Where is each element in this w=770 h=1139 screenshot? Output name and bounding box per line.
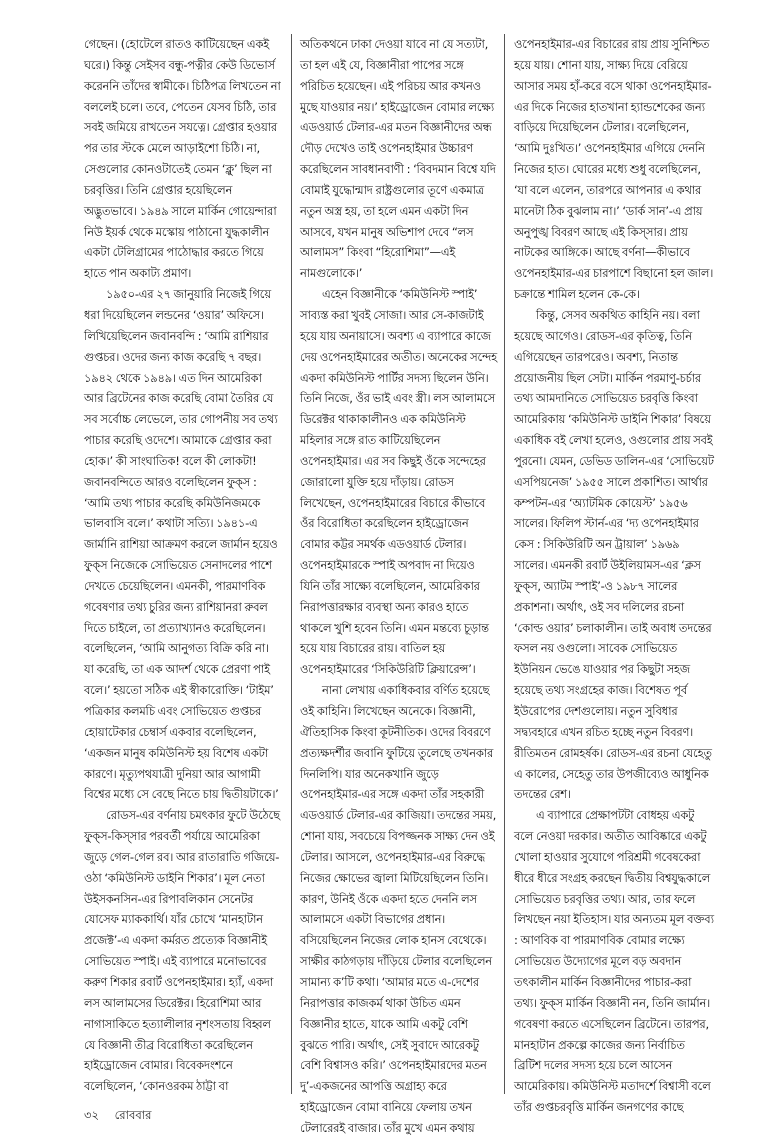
paragraph: ১৯৫০-এর ২৭ জানুয়ারি নিজেই গিয়ে ধরা দিয়েছিলেন লন্ডনের ‘ওয়ার’ অফিসে। লিখিয়েছিলেন জবানবন্দি : ‘আমি রাশিয়ার গুপ্তচর। ওদের জন্য কাজ করেছি ৭ বছর। ১৯৪২ থেকে ১৯৪৯। এত দিন আমেরিকা আর ব্রিটেনের কাজ করেছি বোমা তৈরির যে সব সর্বোচ্চ লেভেলে, তার গোপনীয় সব তথ্য পাচার করেছি ওদেশে। আমাকে গ্রেপ্তার করা হোক।’ কী সাংঘাতিক! বলে কী লোকটা! জবানবন্দিতে আরও বলেছিলেন ফুক্‌স : ‘আমি তথ্য পাচার করেছি কমিউনিজমকে ভালবাসি বলে।’ কথাটা সত্যি। ১৯৪১-এ জার্মানি রাশিয়া আক্রমণ করলে জার্মান হয়েও ফুক্‌স নিজেকে সোভিয়েত সেনাদলের পাশে দেখতে চেয়েছিলেন। এমনকী, পারমাণবিক গবেষণার তথ্য চুরির জন্য রাশিয়ানরা রুবল দিতে চাইলে, তা প্রত্যাখ্যানও করেছিলেন। বলেছিলেন, ‘আমি আনুগত্য বিক্রি করি না। যা করেছি, তা এক আদর্শ থেকে প্রেরণা পাই বলে।’ হয়তো সঠিক এই স্বীকারোক্তি। ‘টাইম’ পত্রিকার কলমচি এবং সোভিয়েত গুপ্তচর হোয়াটেকার চেম্বার্স একবার বলেছিলেন, ‘একজন মানুষ কমিউনিস্ট হয় বিশেষ একটা কারণে। মৃত্যুপথযাত্রী দুনিয়া আর আগামী বিশ্বের মধ্যে সে বেছে নিতে চায় দ্বিতীয়টাকে।’ [84,287,279,802]
section-name: রোববার [114,1108,152,1122]
column-divider [504,34,505,1094]
paragraph: এহেন বিজ্ঞানীকে ‘কমিউনিস্ট স্পাই’ সাব্যস্ত করা খুবই সোজা। আর সে-কাজটাই হয়ে যায় অনায়াসে। অবশ্য এ ব্যাপারে কাজে দেয় ওপেনহাইমারের অতীত। অনেকের সন্দেহ একদা কমিউনিস্ট পার্টির সদস্য ছিলেন উনি। তিনি নিজে, ওঁর ভাই এবং স্ত্রী। লস আলামসে ডিরেক্টর থাকাকালীনও এক কমিউনিস্ট মহিলার সঙ্গে রাত কাটিয়েছিলেন ওপেনহাইমার। এর সব কিছুই ওঁকে সন্দেহের জোরালো যুক্তি হয়ে দাঁড়ায়। রোডস লিখেছেন, ওপেনহাইমারের বিচারে কীভাবে ওঁর বিরোধিতা করেছিলেন হাইড্রোজেন বোমার কট্টর সমর্থক এডওয়ার্ড টেলার। ওপেনহাইমারকে স্পাই অপবাদ না দিয়েও যিনি তাঁর সাক্ষ্যে বলেছিলেন, আমেরিকার নিরাপত্তারক্ষার ব্যবস্থা অন্য কারও হাতে থাকলে খুশি হবেন তিনি। এমন মন্তব্যে চূড়ান্ত হয়ে যায় বিচারের রায়। বাতিল হয় ওপেনহাইমারের ‘সিকিউরিটি ক্লিয়ারেন্স’। [300,287,497,677]
paragraph: কিন্তু, সেসব অকথিত কাহিনি নয়। বলা হয়েছে আগেও। রোডস-এর কৃতিত্ব, তিনি এগিয়েছেন তারপরেও। অবশ্য, নিতান্ত প্রয়োজনীয় ছিল সেটা। মার্কিন পরমাণু-চর্চার তথ্য আমদানিতে সোভিয়েত চরবৃত্তি কিংবা আমেরিকায় ‘কমিউনিস্ট ডাইনি শিকার’ বিষয়ে একাধিক বই লেখা হলেও, ওগুলোর প্রায় সবই পুরনো। যেমন, ডেভিড ডালিন-এর ‘সোভিয়েট এসপিয়নেজ’ ১৯৫৫ সালে প্রকাশিত। আর্থার কম্পটন-এর ‘অ্যাটমিক কোয়েস্ট’ ১৯৫৬ সালের। ফিলিপ স্টার্ন-এর ‘দ্য ওপেনহাইমার কেস : সিকিউরিটি অন ট্রায়াল’ ১৯৬৯ সালের। এমনকী রবার্ট উইলিয়ামস-এর ‘ক্লস ফুক্‌স, অ্যাটম স্পাই’-ও ১৯৮৭ সালের প্রকাশনা। অর্থাৎ, ওই সব দলিলের রচনা ‘কোল্ড ওয়ার’ চলাকালীন। তাই অবাধ তদন্তের ফসল নয় ওগুলো। সাবেক সোভিয়েত ইউনিয়ন ভেঙে যাওয়ার পর কিছুটা সহজ হয়েছে তথ্য সংগ্রহের কাজ। বিশেষত পূর্ব ইউরোপের দেশগুলোয়। নতুন সুবিধার সদ্ব্যবহারে এখন রচিত হচ্ছে নতুন বিবরণ। রীতিমতন রোমহর্ষক। রোডস-এর রচনা যেহেতু এ কালের, সেহেতু তার উপজীব্যেও আধুনিক তদন্তের রেশ। [514,307,714,802]
column-divider [291,34,292,1094]
text-column-1 [84,34,281,1096]
text-column-2 [300,34,497,1135]
paragraph: নানা লেখায় একাধিকবার বর্ণিত হয়েছে ওই কাহিনি। লিখেছেন অনেকে। বিজ্ঞানী, ঐতিহাসিক কিংবা কূটনীতিক। ওদের বিবরণে প্রত্যক্ষদর্শীর জবানি ফুটিয়ে তুলেছে তখনকার দিনলিপি। যার অনেকখানি জুড়ে ওপেনহাইমার-এর সঙ্গে একদা তাঁর সহকারী এডওয়ার্ড টেলার-এর কাজিয়া। তদন্তের সময়, শোনা যায়, সবচেয়ে বিপজ্জনক সাক্ষ্য দেন ওই টেলার। আসলে, ওপেনহাইমার-এর বিরুদ্ধে নিজের ক্ষোভের জ্বালা মিটিয়েছিলেন তিনি। কারণ, উনিই ওঁকে একদা হতে দেননি লস আলামসে একটা বিভাগের প্রধান। বসিয়েছিলেন নিজের লোক হানস বেথেকে। সাক্ষীর কাঠগড়ায় দাঁড়িয়ে টেলার বলেছিলেন সামান্য ক’টি কথা। ‘আমার মতে এ-দেশের নিরাপত্তার কাজকর্ম থাকা উচিত এমন বিজ্ঞানীর হাতে, যাকে আমি একটু বেশি বুঝতে পারি। অর্থাৎ, সেই সুবাদে আরেকটু বেশি বিশ্বাসও করি।’ ওপেনহাইমারদের মতন দু’-একজনের আপত্তি অগ্রাহ্য করে হাইড্রোজেন বোমা বানিয়ে ফেলায় তখন টেলারেরই বাজার। তাঁর মুখে এমন কথায় [300,683,496,1135]
page-footer [84,1107,163,1126]
text-column-3 [514,34,714,1115]
paragraph: রোডস-এর বর্ণনায় চমৎকার ফুটে উঠেছে ফুক্‌স-কিস্‌সার পরবর্তী পর্যায়ে আমেরিকা জুড়ে গেল-গেল রব। আর রাতারাতি গজিয়ে-ওঠা ‘কমিউনিস্ট ডাইনি শিকার’। মূল নেতা উইসকনসিন-এর রিপাবলিকান সেনেটর যোসেফ ম্যাককার্থি। যাঁর চোখে ‘মানহাটান প্রজেক্ট’-এ একদা কর্মরত প্রত্যেক বিজ্ঞানীই সোভিয়েত স্পাই। এই ব্যাপারে মনোভাবের করুণ শিকার রবার্ট ওপেনহাইমার। হ্যাঁ, একদা লস আলামসের ডিরেক্টর। হিরোশিমা আর নাগাসাকিতে হত্যালীলার নৃশংসতায় বিহ্বল যে বিজ্ঞানী তীব্র বিরোধিতা করেছিলেন হাইড্রোজেন বোমার। বিবেকদংশনে বলেছিলেন, ‘কোনওরকম ঠাট্টা বা [84,808,280,1094]
page-number: ৩২ [84,1108,99,1122]
paragraph: অতিকথনে ঢাকা দেওয়া যাবে না যে সত্যটা, তা হল এই যে, বিজ্ঞানীরা পাপের সঙ্গে পরিচিত হয়েছেন। এই পরিচয় আর কখনও মুছে যাওয়ার নয়।’ হাইড্রোজেন বোমার লক্ষ্যে এডওয়ার্ড টেলার-এর মতন বিজ্ঞানীদের অন্ধ দৌড় দেখেও তাই ওপেনহাইমার উচ্চারণ করেছিলেন সাবধানবাণী : ‘বিবদমান বিশ্বে যদি বোমাই যুদ্ধোন্মাদ রাষ্ট্রগুলোর তূণে একমাত্র নতুন অস্ত্র হয়, তা হলে এমন একটা দিন আসবে, যখন মানুষ অভিশাপ দেবে “লস আলামস” কিংবা “হিরোশিমা”—এই নামগুলোকে।’ [300,37,496,281]
paragraph: এ ব্যাপারে প্রেক্ষাপটটা বোধহয় একটু বলে নেওয়া দরকার। অতীত আবিষ্কারে একটু খোলা হাওয়ার সুযোগে পরিশ্রমী গবেষকেরা ধীরে ধীরে সংগ্রহ করছেন দ্বিতীয় বিশ্বযুদ্ধকালে সোভিয়েত চরবৃত্তির তথ্য। আর, তার ফলে লিখছেন নয়া ইতিহাস। যার অন্যতম মূল বক্তব্য : আণবিক বা পারমাণবিক বোমার লক্ষ্যে সোভিয়েত উদ্যোগের মূলে বড় অবদান তৎকালীন মার্কিন বিজ্ঞানীদের পাচার-করা তথ্য। ফুক্‌স মার্কিন বিজ্ঞানী নন, তিনি জার্মান। গবেষণা করতে এসেছিলেন ব্রিটেনে। তারপর, মানহাটান প্রকল্পে কাজের জন্য নির্বাচিত ব্রিটিশ দলের সদস্য হয়ে চলে আসেন আমেরিকায়। কমিউনিস্ট মতাদর্শে বিশ্বাসী বলে তাঁর গুপ্তচরবৃত্তি মার্কিন জনগণের কাছে [514,808,714,1115]
paragraph: গেছেন। (হোটেলে রাতও কাটিয়েছেন একই ঘরে।) কিন্তু সেইসব বন্ধু-পত্নীর কেউ ডিভোর্স করেননি তাঁদের স্বামীকে। চিঠিপত্র লিখতেন না বললেই চলে। তবে, পেতেন যেসব চিঠি, তার সবই জমিয়ে রাখতেন সযত্নে। গ্রেপ্তার হওয়ার পর তার স্টকে মেলে আড়াইশো চিঠি। না, সেগুলোর কোনওটাতেই তেমন ‘ক্লু’ ছিল না চরবৃত্তির। তিনি গ্রেপ্তার হয়েছিলেন অদ্ভুতভাবে। ১৯৪৯ সালে মার্কিন গোয়েন্দারা নিউ ইয়র্ক থেকে মস্কোয় পাঠানো যুদ্ধকালীন একটা টেলিগ্রামের পাঠোদ্ধার করতে গিয়ে হাতে পান অকাট্য প্রমাণ। [84,37,281,281]
paragraph: ওপেনহাইমার-এর বিচারের রায় প্রায় সুনিশ্চিত হয়ে যায়। শোনা যায়, সাক্ষ্য দিয়ে বেরিয়ে আসার সময় হাঁ-করে বসে থাকা ওপেনহাইমার-এর দিকে নিজের হাতখানা হ্যান্ডশেকের জন্য বাড়িয়ে দিয়েছিলেন টেলার। বলেছিলেন, ‘আমি দুঃখিত।’ ওপেনহাইমার এগিয়ে দেননি নিজের হাত। ঘোরের মধ্যে শুধু বলেছিলেন, ‘যা বলে এলেন, তারপরে আপনার এ কথার মানেটা ঠিক বুঝলাম না।’ ‘ডার্ক সান’-এ প্রায় অনুপুঙ্খ বিবরণ আছে এই কিস্‌সার। প্রায় নাটকের আঙ্গিকে। আছে বর্ণনা—কীভাবে ওপেনহাইমার-এর চারপাশে বিছানো হল জাল। চক্রান্তে শামিল হলেন কে-কে। [514,37,714,302]
